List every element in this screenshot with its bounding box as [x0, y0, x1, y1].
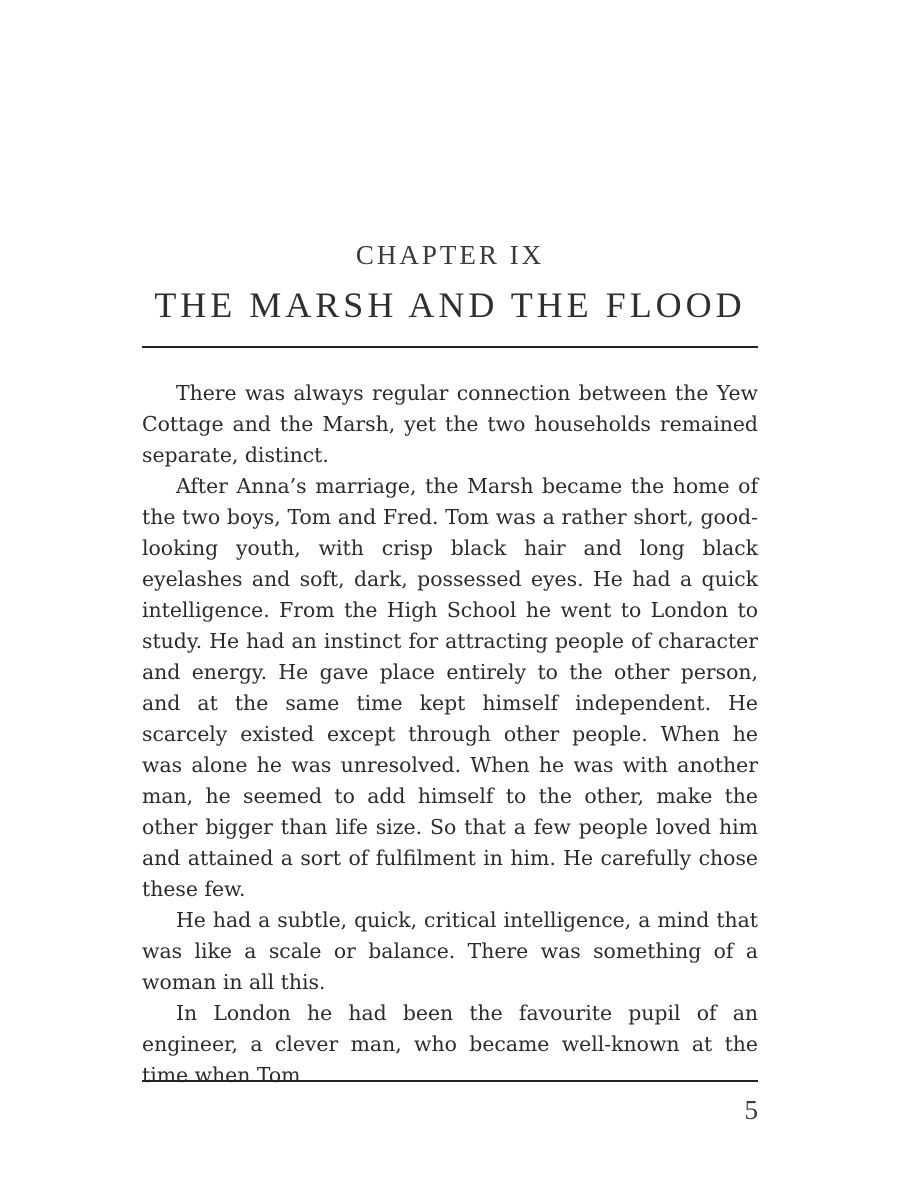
paragraph-1: There was always regular connection between the Yew Cottage and the Marsh, yet the two households remained separate, distinct.: [142, 381, 758, 467]
page-number: 5: [744, 1095, 758, 1125]
top-divider: [142, 346, 758, 348]
paragraph-3: He had a subtle, quick, critical intelligence, a mind that was like a scale or balance. There was something of a woman in all this.: [142, 908, 758, 994]
bottom-divider: [142, 1080, 758, 1082]
chapter-number: CHAPTER IX: [355, 240, 545, 270]
chapter-body: [142, 378, 758, 1091]
paragraph-4: In London he had been the favourite pupil of an engineer, a clever man, who became well-known at the time when Tom: [142, 1001, 758, 1087]
paragraph-2: After Anna’s marriage, the Marsh became the home of the two boys, Tom and Fred. Tom was a rather short, good-looking youth, with crisp black hair and long black eyelashes and soft, dark, possessed eyes. He had a quick intelligence. From the High School he went to London to study. He had an instinct for attracting people of character and energy. He gave place entirely to the other person, and at the same time kept himself independent. He scarcely existed except through other people. When he was alone he was unresolved. When he was with another man, he seemed to add himself to the other, make the other bigger than life size. So that a few people loved him and attained a sort of fulfilment in him. He carefully chose these few.: [142, 474, 758, 901]
chapter-title: THE MARSH AND THE FLOOD: [154, 285, 746, 325]
